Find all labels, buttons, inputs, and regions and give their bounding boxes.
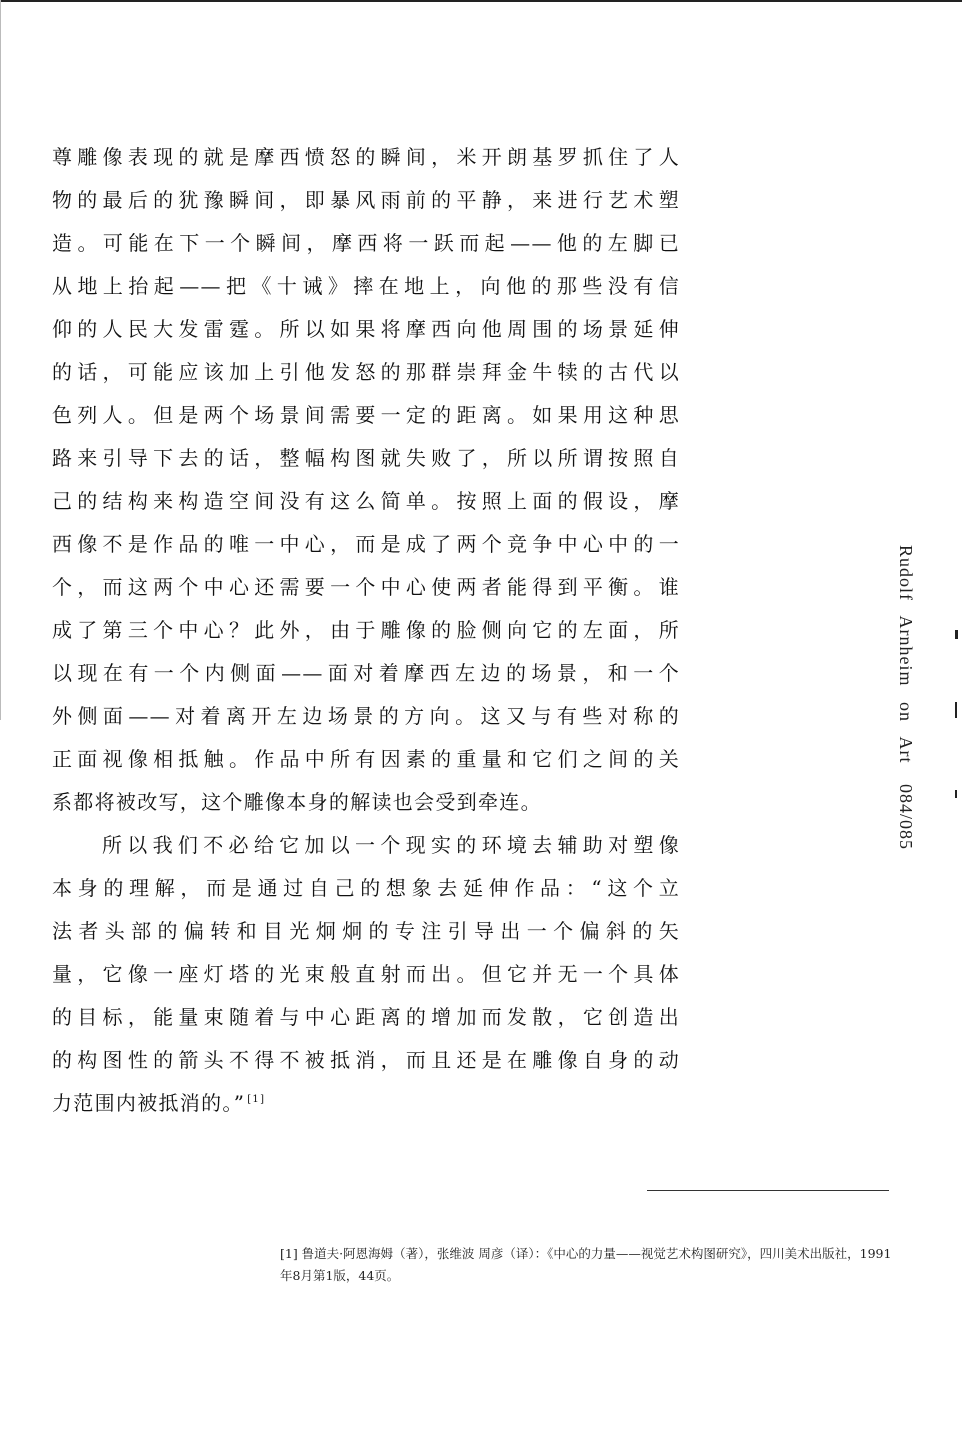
body-line: 量，它像一座灯塔的光束般直射而出。但它并无一个具体 [52,962,680,986]
body-line: 个，而这两个中心还需要一个中心使两者能得到平衡。谁 [52,575,680,599]
body-line: 本身的理解，而是通过自己的想象去延伸作品：“这个立 [52,876,680,900]
left-page-edge [0,0,1,720]
paragraph-first-line: 所以我们不必给它加以一个现实的环境去辅助对塑像 [102,833,680,857]
body-line: 色列人。但是两个场景间需要一定的距离。如果用这种思 [52,403,680,427]
footnote-rule [647,1190,889,1191]
footnote-reference: [1] [247,1094,266,1105]
footnote: [1] 鲁道夫·阿恩海姆（著），张维波 周彦（译）：《中心的力量——视觉艺术构图研究》，四川美术出版社，1991年8月第1版，44页。 [280,1246,892,1283]
edge-mark [955,790,957,798]
body-line: 尊雕像表现的就是摩西愤怒的瞬间，米开朗基罗抓住了人 [52,145,680,169]
top-page-rule [0,0,962,2]
body-line: 系都将被改写，这个雕像本身的解读也会受到牵连。 [52,790,542,814]
body-line-text: 力范围内被抵消的。” [52,1091,246,1115]
body-line: 以现在有一个内侧面——面对着摩西左边的场景，和一个 [52,661,680,685]
running-head-page-numbers: 084/085 [896,783,916,850]
body-line: 仰的人民大发雷霆。所以如果将摩西向他周围的场景延伸 [52,317,680,341]
running-head-title: Rudolf Arnheim on Art [896,545,916,764]
body-line: 西像不是作品的唯一中心，而是成了两个竞争中心中的一 [52,532,680,556]
body-line: 己的结构来构造空间没有这么简单。按照上面的假设，摩 [52,489,680,513]
running-head [894,545,916,885]
body-line: 外侧面——对着离开左边场景的方向。这又与有些对称的 [52,704,680,728]
body-line: 路来引导下去的话，整幅构图就失败了，所以所谓按照自 [52,446,680,470]
body-line: 的话，可能应该加上引他发怒的那群崇拜金牛犊的古代以 [52,360,680,384]
body-line: 造。可能在下一个瞬间，摩西将一跃而起——他的左脚已 [52,231,680,255]
edge-mark [955,630,958,639]
body-line: 的构图性的箭头不得不被抵消，而且还是在雕像自身的动 [52,1048,680,1072]
body-line: 从地上抬起——把《十诫》摔在地上，向他的那些没有信 [52,274,680,298]
body-line: 成了第三个中心？此外，由于雕像的脸侧向它的左面，所 [52,618,680,642]
body-line: 正面视像相抵触。作品中所有因素的重量和它们之间的关 [52,747,680,771]
body-line: 法者头部的偏转和目光炯炯的专注引导出一个偏斜的矢 [52,919,680,943]
edge-mark [955,702,957,718]
body-text [52,136,680,1125]
body-line-last [52,1082,680,1125]
body-line: 的目标，能量束随着与中心距离的增加而发散，它创造出 [52,1005,680,1029]
body-line: 物的最后的犹豫瞬间，即暴风雨前的平静，来进行艺术塑 [52,188,680,212]
